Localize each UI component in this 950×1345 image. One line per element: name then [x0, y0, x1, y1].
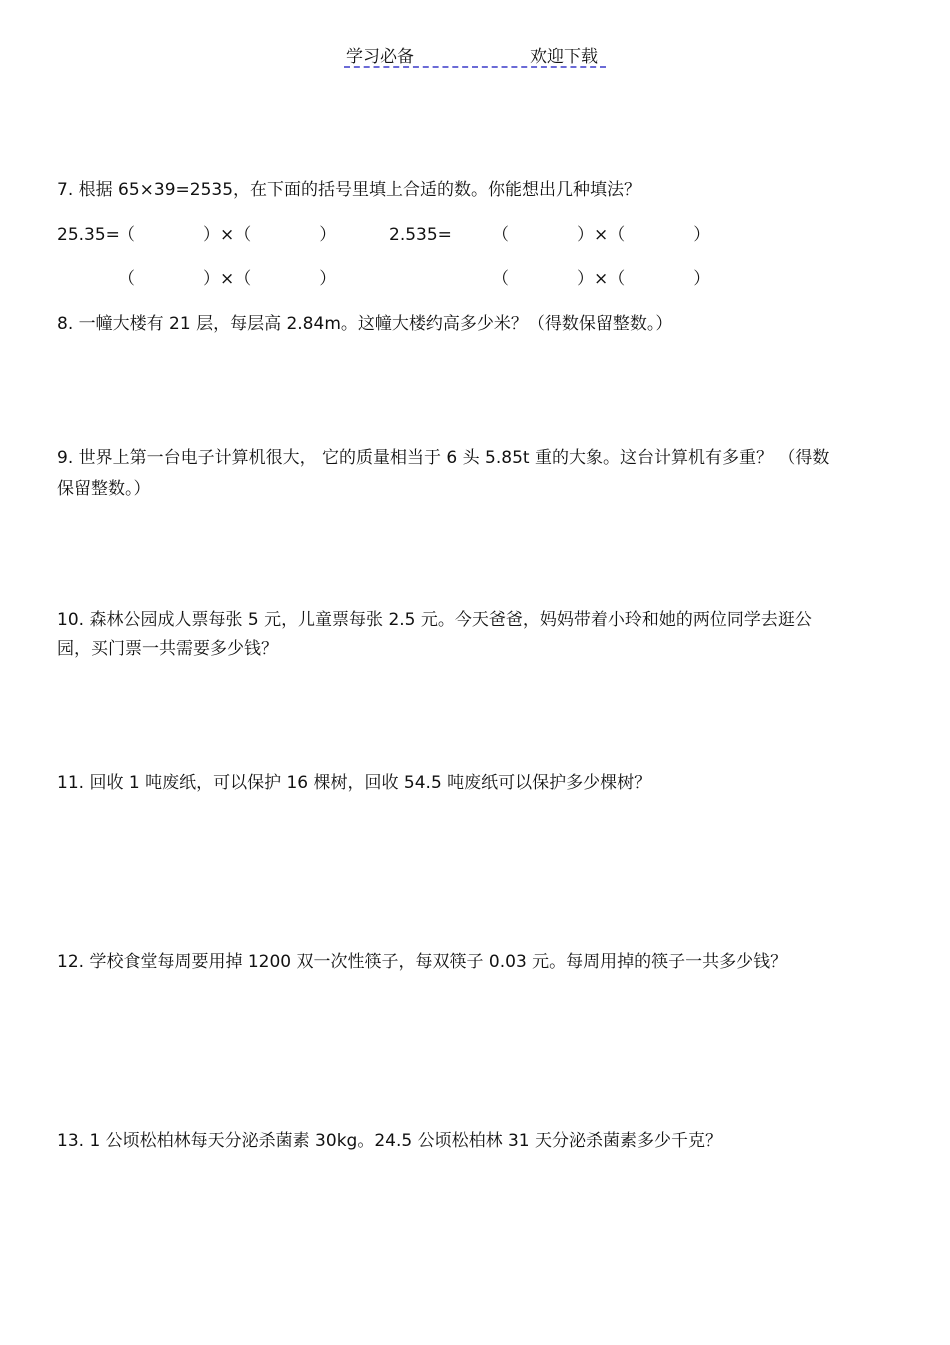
- page-header: [344, 40, 606, 68]
- question-13-text: 13. 1 公顷松柏林每天分泌杀菌素 30kg。24.5 公顷松柏林 31 天分泌杀菌素多少千克？: [57, 1131, 723, 1151]
- header-left-text: 学习必备: [346, 47, 414, 67]
- question-12-text: 12. 学校食堂每周要用掉 1200 双一次性筷子，每双筷子 0.03 元。每周用掉的筷子一共多少钱？: [57, 952, 788, 972]
- question-7-row1-right-label: 2.535=: [389, 225, 452, 245]
- question-8-text: 8. 一幢大楼有 21 层，每层高 2.84m。这幢大楼约高多少米？（得数保留整数。）: [57, 314, 673, 334]
- header-right-text: 欢迎下载: [530, 47, 598, 67]
- question-9-line2: 保留整数。）: [57, 479, 151, 499]
- question-9-line1: 9. 世界上第一台电子计算机很大， 它的质量相当于 6 头 5.85t 重的大象。这台计算机有多重？ （得数: [57, 448, 830, 468]
- question-11-text: 11. 回收 1 吨废纸，可以保护 16 棵树，回收 54.5 吨废纸可以保护多少棵树？: [57, 773, 652, 793]
- question-7-row2-left-blank: （ ）×（ ）: [118, 269, 337, 289]
- question-7-row2-right-blank: （ ）×（ ）: [492, 269, 711, 289]
- question-7-row1-left-label: 25.35=: [57, 225, 120, 245]
- question-10-line1: 10. 森林公园成人票每张 5 元，儿童票每张 2.5 元。今天爸爸，妈妈带着小玲和她的两位同学去逛公: [57, 610, 812, 630]
- question-7-text: 7. 根据 65×39=2535，在下面的括号里填上合适的数。你能想出几种填法？: [57, 180, 642, 200]
- question-7-row1-right-blank: （ ）×（ ）: [492, 225, 711, 245]
- question-10-line2: 园，买门票一共需要多少钱？: [57, 639, 278, 659]
- question-7-row1-left-blank: （ ）×（ ）: [118, 225, 337, 245]
